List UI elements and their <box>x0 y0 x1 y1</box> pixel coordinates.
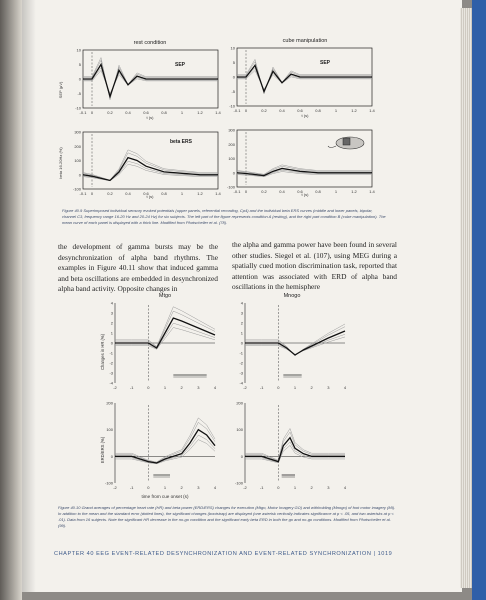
x-tick-label: 1.4 <box>369 108 375 113</box>
x-tick-label: 0.8 <box>161 110 167 115</box>
x-tick-label: 0.2 <box>107 110 113 115</box>
fig1-ylabel: beta 16-20Hz (%) <box>58 147 63 179</box>
y-tick-label: 200 <box>236 400 243 406</box>
x-tick-label: -0.1 <box>79 110 87 115</box>
x-tick-label: 0.2 <box>261 189 267 194</box>
y-tick-label: 200 <box>106 400 113 406</box>
y-tick-label: 0 <box>110 453 113 459</box>
x-tick-label: 0 <box>277 385 280 390</box>
x-tick-label: -0.1 <box>79 191 87 196</box>
x-tick-label: 0.4 <box>279 189 285 194</box>
y-tick-label: 0 <box>232 74 235 80</box>
y-tick-label: -100 <box>72 186 81 192</box>
x-tick-label: 0 <box>244 108 248 113</box>
y-tick-label: -5 <box>77 91 81 96</box>
panel-frame <box>83 132 218 189</box>
fig1-xlabel: t (s) <box>146 194 154 199</box>
row-label-beta-ers: beta ERS <box>170 139 192 145</box>
x-tick-label: 0 <box>244 189 248 194</box>
y-tick-label: 100 <box>236 427 243 433</box>
x-tick-label: -2 <box>113 385 117 390</box>
x-tick-label: 0.4 <box>279 108 285 113</box>
x-tick-label: 3 <box>327 485 330 490</box>
y-tick-label: 0 <box>78 76 81 82</box>
x-tick-label: 4 <box>213 485 217 490</box>
y-tick-label: -10 <box>229 103 235 109</box>
y-tick-label: 4 <box>110 300 113 306</box>
x-tick-label: 3 <box>327 385 330 390</box>
y-tick-label: 1 <box>110 330 113 336</box>
fig1-col-title: cube manipulation <box>282 38 328 44</box>
fig1-xlabel: t (s) <box>301 192 309 197</box>
x-tick-label: -2 <box>113 485 117 490</box>
fig1-xlabel: t (s) <box>301 113 309 118</box>
individual-trace <box>83 153 218 180</box>
x-tick-label: 0.4 <box>125 110 131 115</box>
x-tick-label: 0.2 <box>107 191 113 196</box>
x-tick-label: 0 <box>90 110 94 115</box>
x-tick-label: -2 <box>243 485 247 490</box>
y-tick-label: -5 <box>231 89 235 94</box>
y-tick-label: -10 <box>75 105 81 111</box>
y-tick-label: 300 <box>74 129 81 135</box>
y-tick-label: 200 <box>228 141 235 147</box>
x-tick-label: -1 <box>129 385 134 390</box>
x-tick-label: 1 <box>163 385 167 390</box>
x-tick-label: 0 <box>90 191 94 196</box>
fig1-col-title: rest condition <box>133 40 167 46</box>
y-tick-label: 5 <box>78 62 81 67</box>
x-tick-label: 0 <box>147 385 150 390</box>
y-tick-label: -4 <box>239 380 243 386</box>
x-tick-label: 0.6 <box>143 191 149 196</box>
x-tick-label: 4 <box>343 385 347 390</box>
x-tick-label: 1 <box>334 189 338 194</box>
page-footer: CHAPTER 40 EEG EVENT-RELATED DESYNCHRONIZATION AND EVENT-RELATED SYNCHRONIZATION | 1019 <box>54 551 393 557</box>
x-tick-label: 0.8 <box>161 191 167 196</box>
x-tick-label: 0.6 <box>143 110 149 115</box>
body-text-right: the alpha and gamma power have been found in several other studies. Siegel et al. (107), using MEG during a spatially cued motion discrimination task, reported that attention was associated with ERD of alpha band oscillations in the hemisphere <box>232 240 397 292</box>
y-tick-label: -2 <box>109 360 113 366</box>
x-tick-label: 0.4 <box>125 191 131 196</box>
x-tick-label: 3 <box>197 485 200 490</box>
x-tick-label: 1.4 <box>215 110 221 115</box>
x-tick-label: 1.2 <box>197 191 203 196</box>
x-tick-label: 4 <box>343 485 347 490</box>
x-tick-label: 1 <box>180 191 184 196</box>
y-tick-label: 100 <box>106 427 113 433</box>
y-tick-label: 3 <box>240 310 243 316</box>
y-tick-label: 0 <box>240 340 243 346</box>
fig2-xlabel: time from cue onset (s) <box>141 494 189 499</box>
y-tick-label: 100 <box>74 158 81 163</box>
x-tick-label: -1 <box>259 485 264 490</box>
y-tick-label: 200 <box>74 143 81 149</box>
y-tick-label: -100 <box>234 480 243 486</box>
x-tick-label: 0.6 <box>297 108 303 113</box>
figure1-caption: Figure 40.9 Superimposed individual sensory evoked potentials (upper panels, referential recording, Cp4) and the individual beta ERS curves (middle and lower panels, bipolar, channel C3, frequency range 16-20 Hz and 20-24 Hz) for six subjects. The left part of the figure represents condition A (resting), and the right part condition B (cube manipulation). The mean curve of each panel is displayed with a thick line. Modified from Pfurtscheller et al. (78). <box>62 208 386 225</box>
x-tick-label: -1 <box>259 385 264 390</box>
fig2-col-title: Mnogo <box>283 293 301 299</box>
figure2-caption: Figure 40.10 Grand averages of percentage heart rate (HR) and beta power (ERD/ERS) changes for execution (Mtgo, Motor Imagery GO) and withholding (Mnogo) of foot motor imagery (MI). In addition to the mean and the standard error (dotted lines), the significant changes (bootstrap) are displayed (one asterisk vertically indicates significance at p < .05, and two asterisks at p < .01). Data from 16 subjects. Note the significant HR decrease in the no-go condition and the significant early beta ERD in both the go and no-go conditions. Modified from Pfurtscheller et al. (99). <box>58 505 396 528</box>
y-tick-label: -100 <box>104 480 113 486</box>
x-tick-label: 0.2 <box>261 108 267 113</box>
x-tick-label: 2 <box>310 385 313 390</box>
y-tick-label: -4 <box>109 380 113 386</box>
x-tick-label: 1 <box>293 485 297 490</box>
x-tick-label: 1.2 <box>351 108 357 113</box>
fig2-col-title: Mtgo <box>158 293 172 299</box>
x-tick-label: 1 <box>334 108 338 113</box>
y-tick-label: -2 <box>239 360 243 366</box>
x-tick-label: 0.8 <box>315 189 321 194</box>
y-tick-label: 5 <box>232 60 235 65</box>
fig1-ylabel: SEP (μV) <box>58 81 63 99</box>
y-tick-label: -100 <box>226 184 235 190</box>
y-tick-label: -1 <box>239 350 243 356</box>
mean-curve <box>115 318 215 348</box>
individual-trace <box>245 327 345 356</box>
x-tick-label: -2 <box>243 385 247 390</box>
x-tick-label: 1 <box>293 385 297 390</box>
x-tick-label: -1 <box>129 485 134 490</box>
x-tick-label: 1.4 <box>369 189 375 194</box>
x-tick-label: 4 <box>213 385 217 390</box>
x-tick-label: -0.1 <box>233 189 241 194</box>
x-tick-label: 2 <box>180 485 183 490</box>
body-text-left: the development of gamma bursts may be the desynchronization of alpha band rhythms. The examples in Figure 40.11 show that induced gamma and beta oscillations are embedded in desynchronized alpha band activity. Opposite changes in <box>58 242 218 294</box>
x-tick-label: 0 <box>147 485 150 490</box>
x-tick-label: 1.4 <box>215 191 221 196</box>
y-tick-label: 0 <box>240 453 243 459</box>
hand-cube-icon <box>328 137 364 149</box>
individual-trace <box>115 328 215 350</box>
x-tick-label: 0 <box>277 485 280 490</box>
y-tick-label: 300 <box>228 127 235 133</box>
y-tick-label: 1 <box>240 330 243 336</box>
y-tick-label: -3 <box>239 370 243 376</box>
x-tick-label: 1.2 <box>351 189 357 194</box>
x-tick-label: 0.8 <box>315 108 321 113</box>
individual-trace <box>115 307 215 347</box>
x-tick-label: 1 <box>180 110 184 115</box>
y-tick-label: -1 <box>109 350 113 356</box>
x-tick-label: 1.2 <box>197 110 203 115</box>
y-tick-label: 0 <box>110 340 113 346</box>
y-tick-label: 0 <box>232 170 235 176</box>
y-tick-label: 100 <box>228 156 235 161</box>
y-tick-label: 10 <box>76 47 81 53</box>
y-tick-label: 10 <box>230 45 235 51</box>
row-label-sep: SEP <box>320 60 331 66</box>
x-tick-label: 1 <box>163 485 167 490</box>
mean-curve <box>245 438 345 462</box>
y-tick-label: 4 <box>240 300 243 306</box>
fig1-xlabel: t (s) <box>146 115 154 120</box>
x-tick-label: -0.1 <box>233 108 241 113</box>
mean-curve <box>83 158 218 181</box>
x-tick-label: 2 <box>180 385 183 390</box>
y-tick-label: 0 <box>78 172 81 178</box>
row-label-sep: SEP <box>175 62 186 68</box>
y-tick-label: 2 <box>110 320 113 326</box>
x-tick-label: 3 <box>197 385 200 390</box>
fig2-ylabel-top: Changes in HR (%) <box>100 333 105 371</box>
y-tick-label: 3 <box>110 310 113 316</box>
individual-trace <box>115 418 215 462</box>
x-tick-label: 2 <box>310 485 313 490</box>
fig2-ylabel-bottom: ERD/ERS (%) <box>100 436 105 464</box>
y-tick-label: 2 <box>240 320 243 326</box>
y-tick-label: -3 <box>109 370 113 376</box>
individual-trace <box>245 324 345 356</box>
x-tick-label: 0.6 <box>297 189 303 194</box>
